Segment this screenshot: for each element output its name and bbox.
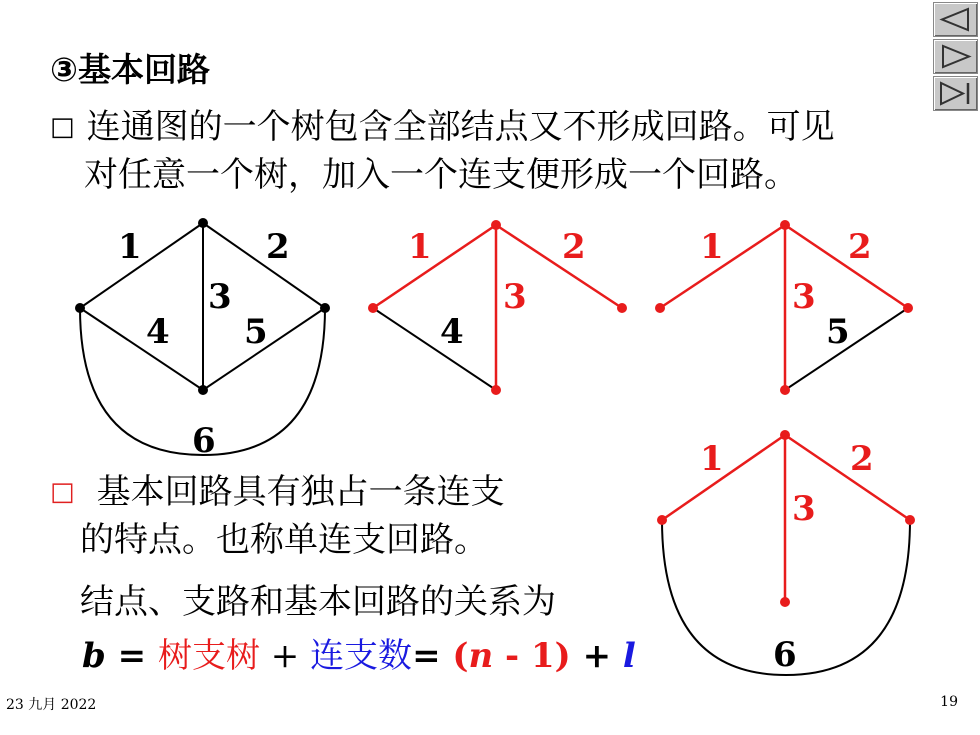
branch-label: 2 <box>848 227 872 267</box>
formula-eq: = <box>412 636 453 676</box>
branch-label: 6 <box>773 635 797 675</box>
branch-label: 3 <box>208 277 232 317</box>
branch-label: 5 <box>244 312 268 352</box>
branch-label: 1 <box>118 227 142 267</box>
section-heading: ③基本回路 <box>50 50 210 89</box>
branch-label: 6 <box>192 421 216 461</box>
formula-b: b <box>82 636 106 676</box>
formula-link-count: 连支数 <box>310 636 413 676</box>
formula-eq: = <box>105 636 158 676</box>
footer-date: 23 九月 2022 <box>6 697 97 713</box>
branch-label: 3 <box>792 277 816 317</box>
branch-label: 4 <box>440 312 464 352</box>
text-line: 连通图的一个树包含全部结点又不形成回路。可见 <box>86 107 835 147</box>
text-line: 基本回路具有独占一条连支 <box>96 472 505 512</box>
paragraph-line-3: 结点、支路和基本回路的关系为 <box>80 582 556 622</box>
formula-tree-branches: 树支树 <box>157 636 260 676</box>
branch-label: 1 <box>408 227 432 267</box>
branch-label: 5 <box>826 312 850 352</box>
formula-plus: + <box>259 636 311 676</box>
bullet-box-icon: □ <box>50 112 75 142</box>
formula-minus-one: - 1) <box>493 636 571 676</box>
bullet-box-icon: □ <box>50 477 75 507</box>
paragraph-line-2: 的特点。也称单连支回路。 <box>80 520 488 560</box>
formula-paren: ( <box>452 636 469 676</box>
formula-plus: + <box>570 636 623 676</box>
formula-n: n <box>468 636 494 676</box>
graph-loop-a-nodes <box>368 220 627 395</box>
page-number: 19 <box>940 694 958 710</box>
branch-label: 2 <box>562 227 586 267</box>
formula-l: l <box>622 636 636 676</box>
branch-label: 1 <box>700 439 724 479</box>
branch-label: 1 <box>700 227 724 267</box>
branch-label: 2 <box>850 439 874 479</box>
branch-label: 3 <box>792 489 816 529</box>
branch-label: 2 <box>266 227 290 267</box>
branch-label: 3 <box>503 277 527 317</box>
branch-label: 4 <box>146 312 170 352</box>
paragraph-line-2: 对任意一个树，加入一个连支便形成一个回路。 <box>84 155 798 195</box>
